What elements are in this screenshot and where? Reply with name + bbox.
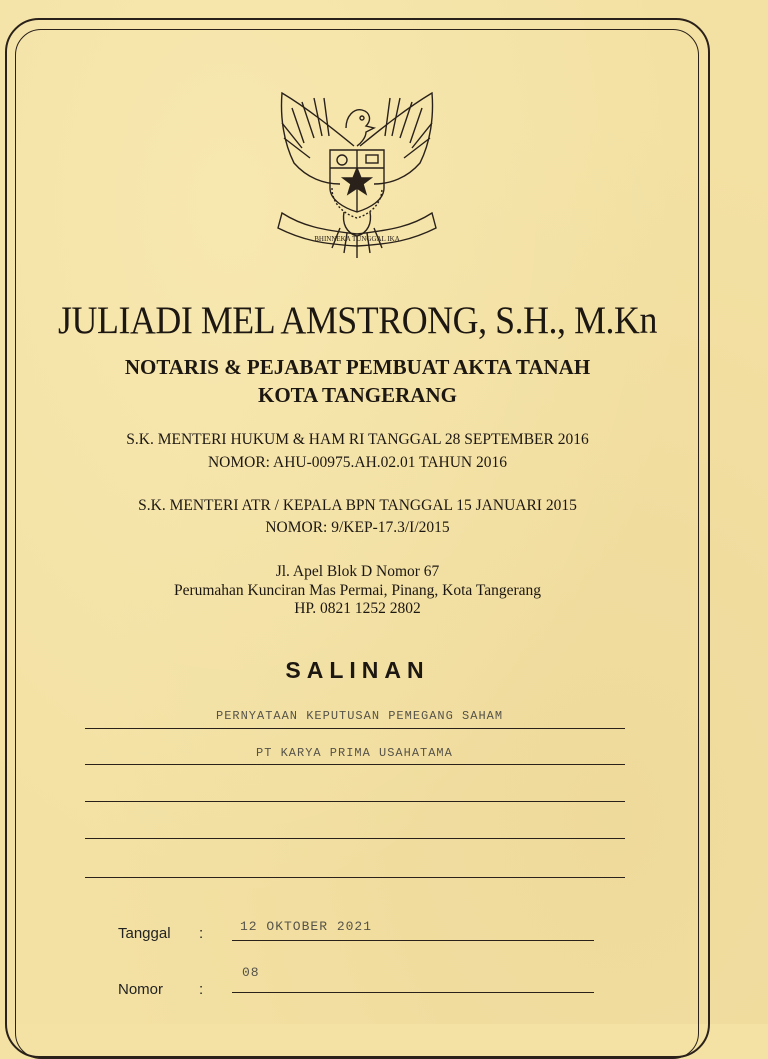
decree-2-line-2: NOMOR: 9/KEP-17.3/I/2015	[265, 519, 450, 536]
document-title-line: PERNYATAAN KEPUTUSAN PEMEGANG SAHAM	[216, 709, 504, 723]
line-3-rule	[85, 801, 625, 802]
decree-1-line-2: NOMOR: AHU-00975.AH.02.01 TAHUN 2016	[207, 454, 507, 471]
tanggal-label: Tanggal	[118, 925, 171, 942]
address-phone: HP. 0821 1252 2802	[294, 600, 421, 617]
address-area: Perumahan Kunciran Mas Permai, Pinang, Kota Tangerang	[173, 582, 542, 599]
document-company-line: PT KARYA PRIMA USAHATAMA	[256, 746, 453, 760]
garuda-emblem-icon	[262, 88, 452, 266]
decree-1-line-1: S.K. MENTERI HUKUM & HAM RI TANGGAL 28 SEPTEMBER 2016	[126, 431, 589, 448]
nomor-value: 08	[242, 965, 260, 980]
tanggal-rule	[232, 940, 594, 941]
nomor-colon: :	[199, 981, 204, 998]
notary-name: JULIADI MEL AMSTRONG, S.H., M.Kn	[58, 299, 657, 342]
document-label: SALINAN	[285, 657, 430, 683]
nomor-label: Nomor	[118, 981, 164, 998]
line-1-rule	[85, 728, 625, 729]
line-2-rule	[85, 764, 625, 765]
nomor-rule	[232, 992, 594, 993]
decree-2-line-1: S.K. MENTERI ATR / KEPALA BPN TANGGAL 15 JANUARI 2015	[138, 497, 577, 514]
tanggal-value: 12 OKTOBER 2021	[240, 919, 373, 934]
notary-title: NOTARIS & PEJABAT PEMBUAT AKTA TANAH	[124, 355, 591, 379]
tanggal-colon: :	[199, 925, 204, 942]
line-4-rule	[85, 838, 625, 839]
address-street: Jl. Apel Blok D Nomor 67	[275, 563, 440, 580]
notary-city: KOTA TANGERANG	[258, 383, 457, 407]
line-5-rule	[85, 877, 625, 878]
emblem-motto: BHINNEKA TUNGGAL IKA	[314, 235, 400, 243]
